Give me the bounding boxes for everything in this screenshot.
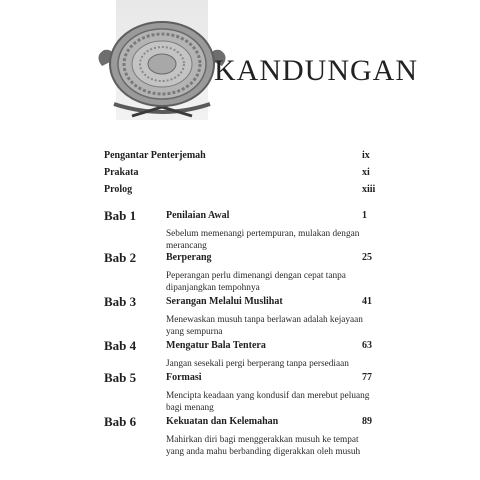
toc-page-number: xi: [362, 167, 370, 178]
toc-entry-label: Prolog: [104, 184, 133, 195]
chapter-description: Menewaskan musuh tanpa berlawan adalah kejayaan yang sempurna: [166, 315, 363, 337]
chapter-title: Mengatur Bala Tentera: [166, 340, 266, 351]
chapter-number: Bab 4: [104, 338, 137, 353]
chapter-description: Sebelum memenangi pertempuran, mulakan dengan merancang: [166, 229, 360, 251]
toc-page-number: 89: [362, 416, 372, 427]
chapter-number: Bab 2: [104, 250, 137, 265]
chapter-number: Bab 3: [104, 294, 137, 309]
toc-page-number: 41: [362, 296, 372, 307]
chapter-description: Jangan sesekali pergi berperang tanpa persediaan: [166, 359, 349, 369]
toc-page-number: 25: [362, 252, 372, 263]
chapter-title: Berperang: [166, 252, 212, 263]
chapter-number: Bab 5: [104, 370, 137, 385]
chapter-title: Penilaian Awal: [166, 210, 230, 221]
toc-page-number: xiii: [362, 184, 376, 195]
chapter-number: Bab 6: [104, 414, 137, 429]
page-title: KANDUNGAN: [214, 54, 418, 87]
chapter-title: Formasi: [166, 372, 202, 383]
chapter-description: Mencipta keadaan yang kondusif dan merebut peluang bagi menang: [166, 391, 370, 413]
toc-page-number: 63: [362, 340, 372, 351]
toc-page-number: ix: [362, 150, 370, 161]
chapter-description: Peperangan perlu dimenangi dengan cepat tanpa dipanjangkan tempohnya: [166, 271, 346, 293]
toc-row-front-matter[interactable]: [104, 150, 404, 164]
chapter-description: Mahirkan diri bagi menggerakkan musuh ke tempat yang anda mahu berbanding digerakkan oleh musuh: [166, 435, 361, 457]
toc-page-number: 77: [362, 372, 372, 383]
chapter-number: Bab 1: [104, 208, 137, 223]
toc-page-number: 1: [362, 210, 367, 221]
toc-row-front-matter[interactable]: [104, 184, 404, 198]
toc-entry-label: Pengantar Penterjemah: [104, 150, 206, 161]
chapter-title: Kekuatan dan Kelemahan: [166, 416, 279, 427]
ornate-shield-emblem-icon: [92, 20, 232, 130]
toc-entry-label: Prakata: [104, 167, 139, 178]
toc-row-front-matter[interactable]: [104, 167, 404, 181]
chapter-title: Serangan Melalui Muslihat: [166, 296, 283, 307]
